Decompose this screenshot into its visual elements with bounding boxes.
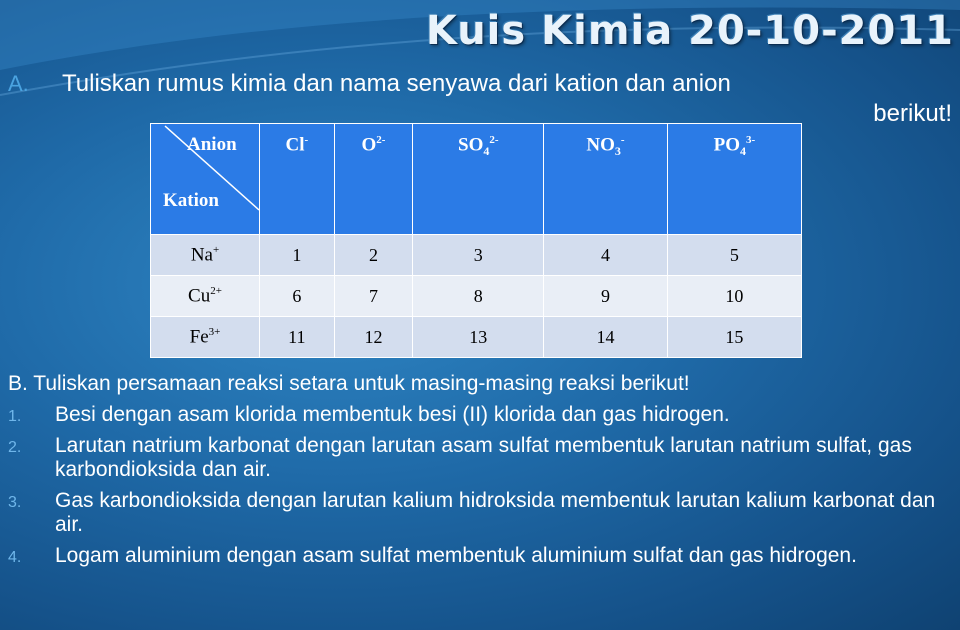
- section-b-heading: B. Tuliskan persamaan reaksi setara untuk masing-masing reaksi berikut!: [8, 372, 690, 395]
- list-item-text: Gas karbondioksida dengan larutan kalium hidroksida membentuk larutan kalium karbonat dan air.: [55, 489, 936, 536]
- cation-cell: Na+: [151, 235, 260, 276]
- anion-header: $PO_4^{3-}$: [667, 124, 801, 235]
- list-item: [8, 403, 953, 427]
- table-cell: 2: [334, 235, 413, 276]
- page-title: Kuis Kimia 20-10-2011: [425, 8, 954, 54]
- anion-header: $NO_3^-$: [544, 124, 668, 235]
- anion-header: $O^{2-}$: [334, 124, 413, 235]
- table-cell: 6: [260, 276, 335, 317]
- table-row: [151, 276, 802, 317]
- list-item-number: 4.: [8, 549, 22, 566]
- list-item-text: Larutan natrium karbonat dengan larutan asam sulfat membentuk larutan natrium sulfat, gas karbondioksida dan air.: [55, 434, 912, 481]
- table-cell: 15: [667, 317, 801, 358]
- reaction-list: [8, 403, 953, 568]
- table-cell: 14: [544, 317, 668, 358]
- list-item-text: Logam aluminium dengan asam sulfat membentuk aluminium sulfat dan gas hidrogen.: [55, 544, 857, 567]
- corner-anion-label: Anion: [187, 134, 237, 155]
- corner-kation-label: Kation: [163, 190, 219, 211]
- table-cell: 13: [413, 317, 544, 358]
- table-cell: 7: [334, 276, 413, 317]
- table-cell: 12: [334, 317, 413, 358]
- section-a-text-line1: Tuliskan rumus kimia dan nama senyawa dari kation dan anion: [62, 70, 731, 97]
- table-cell: 8: [413, 276, 544, 317]
- list-item-text: Besi dengan asam klorida membentuk besi (II) klorida dan gas hidrogen.: [55, 403, 730, 426]
- table-cell: 3: [413, 235, 544, 276]
- section-a-text-line2: berikut!: [873, 100, 952, 127]
- list-item: [8, 544, 953, 568]
- list-item-number: 1.: [8, 408, 22, 425]
- table-cell: 4: [544, 235, 668, 276]
- section-b: [8, 372, 953, 575]
- list-item-number: 2.: [8, 439, 22, 456]
- anion-header: $SO_4^{2-}$: [413, 124, 544, 235]
- table-cell: 11: [260, 317, 335, 358]
- section-a-letter: A.: [8, 71, 29, 96]
- list-item: [8, 434, 953, 482]
- cation-cell: $Cu^{2+}$: [151, 276, 260, 317]
- table-header-row: [151, 124, 802, 235]
- table-cell: 9: [544, 276, 668, 317]
- corner-header: [151, 124, 260, 235]
- anion-header: Cl-: [260, 124, 335, 235]
- ion-table: [150, 123, 802, 358]
- list-item: [8, 489, 953, 537]
- table-cell: 10: [667, 276, 801, 317]
- list-item-number: 3.: [8, 494, 22, 511]
- table-row: [151, 317, 802, 358]
- table-cell: 1: [260, 235, 335, 276]
- cation-cell: $Fe^{3+}$: [151, 317, 260, 358]
- table-cell: 5: [667, 235, 801, 276]
- table-row: [151, 235, 802, 276]
